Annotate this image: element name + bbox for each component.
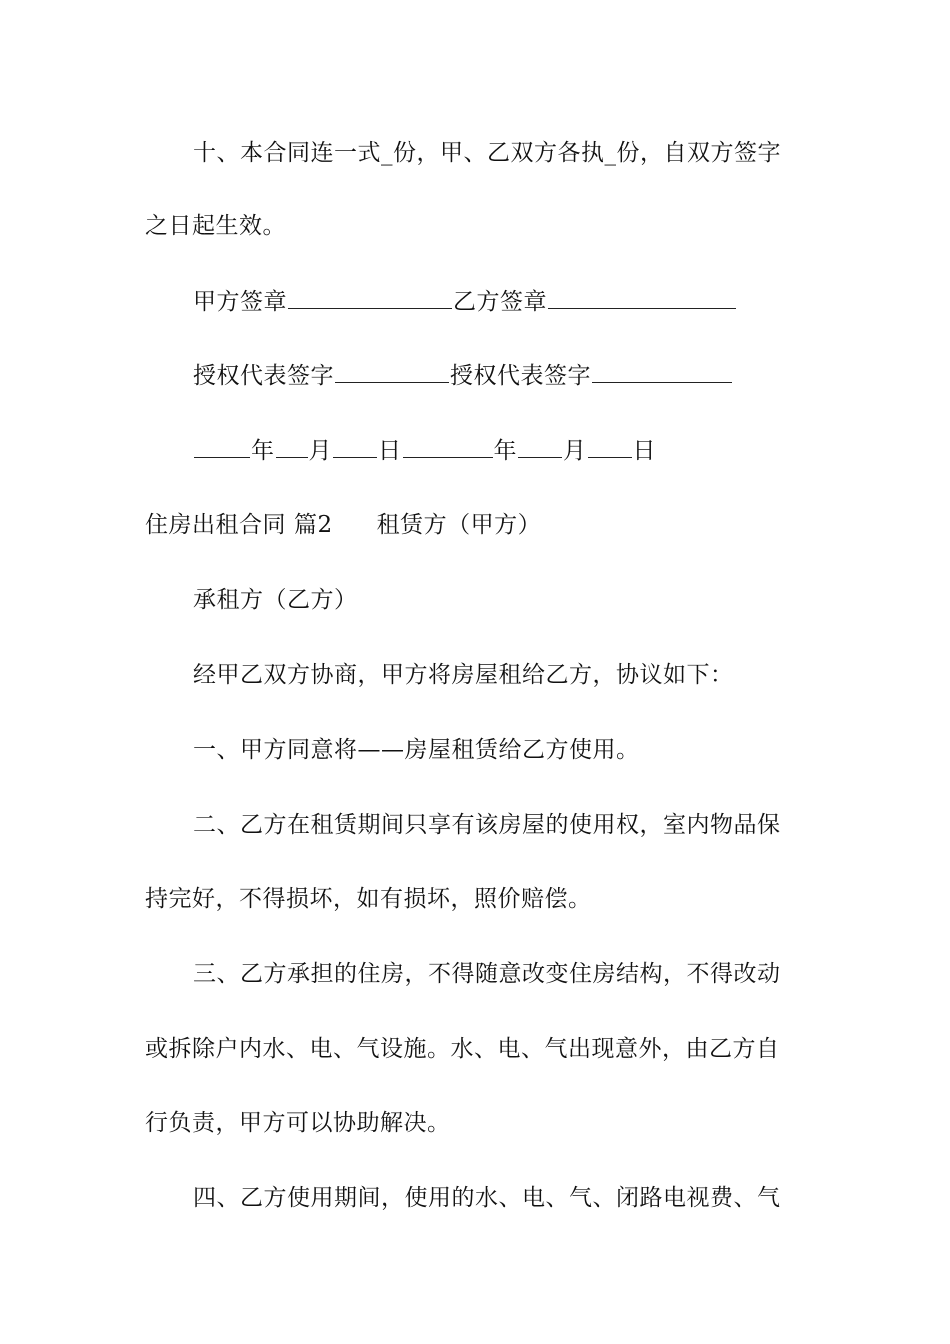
date-line	[193, 435, 863, 465]
lessee-label: 承租方（乙方）	[193, 587, 358, 613]
contract-2-title: 住房出租合同	[145, 512, 286, 538]
contract-2-heading	[145, 510, 815, 540]
year-b-blank	[403, 435, 493, 458]
day-a-blank	[333, 435, 377, 458]
clause-3-line-2: 或拆除户内水、电、气设施。水、电、气出现意外，由乙方自	[145, 1036, 780, 1062]
clause-2-line-1: 二、乙方在租赁期间只享有该房屋的使用权，室内物品保	[193, 812, 781, 838]
clause-10-line-2: 之日起生效。	[145, 213, 286, 239]
day-a-label: 日	[378, 438, 402, 464]
day-b-label: 日	[632, 438, 656, 464]
party-a-seal-blank	[288, 286, 452, 309]
clause-4-line-1: 四、乙方使用期间，使用的水、电、气、闭路电视费、气	[193, 1185, 781, 1211]
contract-2-part: 篇2	[294, 512, 333, 538]
clause-3-line-1: 三、乙方承担的住房，不得随意改变住房结构，不得改动	[193, 961, 781, 987]
auth-rep-a-label: 授权代表签字	[193, 363, 334, 389]
auth-rep-b-blank	[592, 360, 732, 383]
clause-10-line-1: 十、本合同连一式_份，甲、乙双方各执_份，自双方签字	[193, 140, 781, 166]
clause-2-line-2: 持完好，不得损坏，如有损坏，照价赔偿。	[145, 886, 592, 912]
clause-1: 一、甲方同意将——房屋租赁给乙方使用。	[193, 737, 640, 763]
year-a-blank	[194, 435, 250, 458]
authorized-rep-line	[193, 360, 863, 390]
day-b-blank	[588, 435, 632, 458]
auth-rep-b-label: 授权代表签字	[450, 363, 591, 389]
intro-paragraph: 经甲乙双方协商，甲方将房屋租给乙方，协议如下：	[193, 662, 734, 688]
clause-3-line-3: 行负责，甲方可以协助解决。	[145, 1110, 451, 1136]
month-a-blank	[276, 435, 308, 458]
year-a-label: 年	[251, 438, 275, 464]
auth-rep-a-blank	[335, 360, 449, 383]
year-b-label: 年	[493, 438, 517, 464]
party-a-seal-label: 甲方签章	[193, 289, 287, 315]
party-b-seal-label: 乙方签章	[453, 289, 547, 315]
month-b-blank	[518, 435, 562, 458]
month-b-label: 月	[563, 438, 587, 464]
signature-seal-line	[193, 286, 863, 316]
month-a-label: 月	[308, 438, 332, 464]
lessor-label: 租赁方（甲方）	[376, 512, 542, 538]
party-b-seal-blank	[548, 286, 736, 309]
